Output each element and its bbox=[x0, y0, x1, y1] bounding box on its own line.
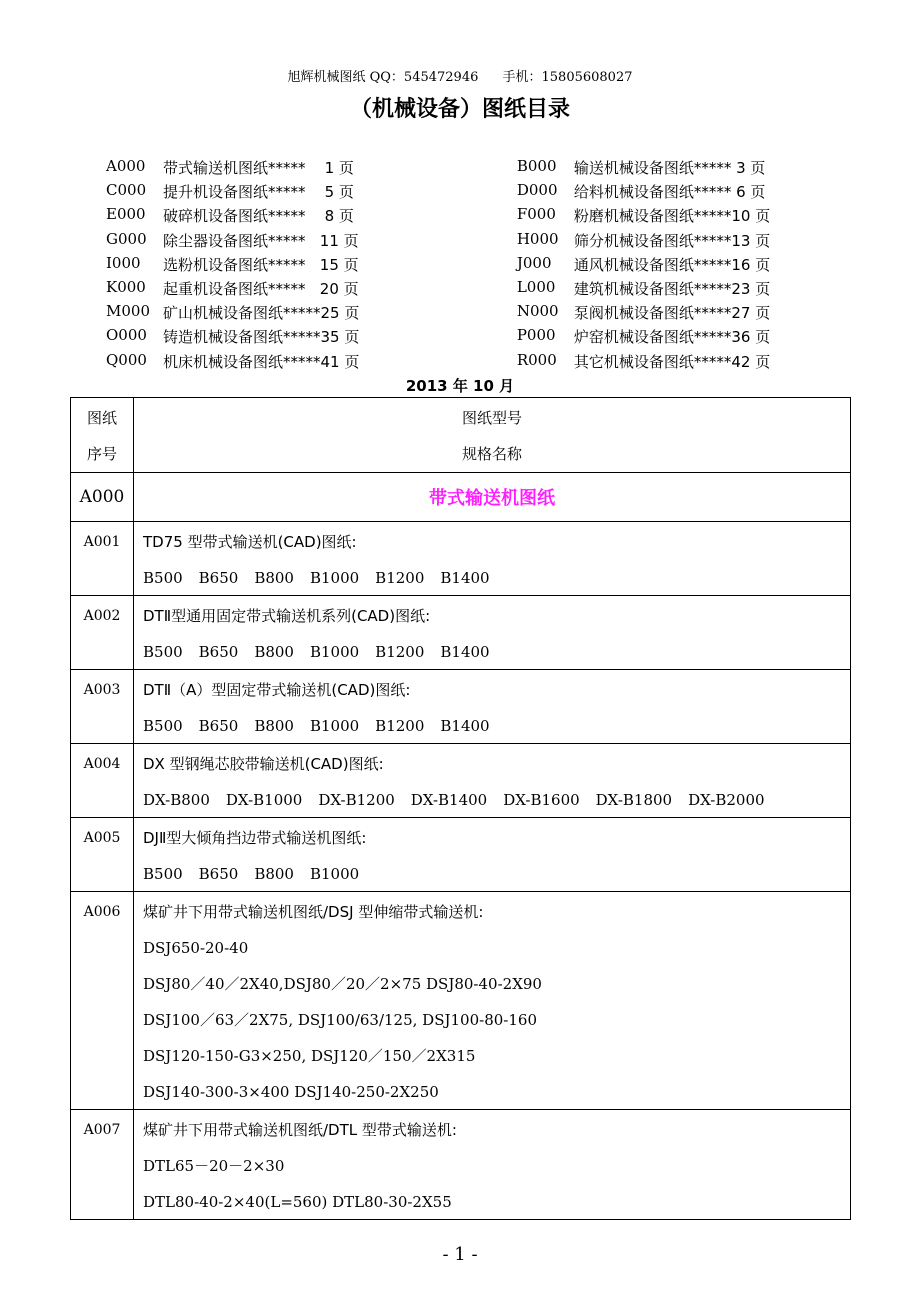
toc-entry bbox=[106, 254, 517, 278]
catalog-item-row bbox=[71, 744, 851, 818]
toc-name: 输送机械设备图纸***** 3 页 bbox=[573, 159, 766, 177]
toc-row bbox=[106, 326, 816, 350]
toc-entry bbox=[106, 302, 517, 326]
toc-entry bbox=[106, 205, 517, 229]
model-spec: B500 bbox=[143, 643, 183, 661]
toc-name: 选粉机设备图纸***** 15 页 bbox=[163, 255, 359, 274]
item-title: 煤矿井下用带式输送机图纸/DTL 型带式输送机: bbox=[143, 1121, 457, 1139]
item-body bbox=[134, 670, 851, 744]
page-number: - 1 - bbox=[442, 1244, 478, 1265]
toc-code: C000 bbox=[106, 181, 147, 200]
model-spec: B800 bbox=[254, 865, 294, 883]
toc-entry bbox=[517, 326, 816, 350]
toc-entry bbox=[517, 351, 816, 375]
model-spec: B1200 bbox=[375, 717, 425, 735]
toc-row bbox=[106, 181, 816, 205]
item-title: DTⅡ（A）型固定带式输送机(CAD)图纸: bbox=[143, 681, 411, 699]
item-code: A006 bbox=[71, 892, 134, 1110]
col1-header-line2: 序号 bbox=[86, 445, 117, 463]
model-spec: B1000 bbox=[309, 569, 360, 587]
item-title: DTⅡ型通用固定带式输送机系列(CAD)图纸: bbox=[143, 607, 431, 625]
toc-row bbox=[106, 205, 816, 229]
spec-line bbox=[143, 641, 850, 663]
spec-line bbox=[143, 567, 850, 589]
toc-code: K000 bbox=[106, 277, 146, 296]
model-spec: DSJ120-150-G3×250, DSJ120／150／2X315 bbox=[143, 1047, 476, 1065]
spec-line bbox=[143, 1191, 850, 1213]
toc-row bbox=[106, 278, 816, 302]
item-body bbox=[134, 744, 851, 818]
item-code: A005 bbox=[71, 818, 134, 892]
item-code: A001 bbox=[71, 522, 134, 596]
model-spec: DX-B1800 bbox=[595, 791, 673, 809]
toc-entry bbox=[106, 157, 517, 181]
toc-code: R000 bbox=[516, 350, 557, 369]
toc-entry bbox=[517, 230, 816, 254]
toc-name: 建筑机械设备图纸*****23 页 bbox=[573, 279, 771, 298]
model-spec: B800 bbox=[254, 569, 294, 587]
toc-name: 其它机械设备图纸*****42 页 bbox=[573, 352, 771, 371]
header-phone: 手机：15805608027 bbox=[502, 70, 633, 85]
catalog-item-row bbox=[71, 670, 851, 744]
model-spec: B500 bbox=[143, 569, 183, 587]
toc-code: N000 bbox=[516, 302, 559, 321]
spec-line bbox=[143, 973, 850, 995]
model-spec: B500 bbox=[143, 717, 183, 735]
catalog-item-row bbox=[71, 1110, 851, 1220]
toc-code: O000 bbox=[106, 326, 147, 345]
toc-entry bbox=[517, 181, 816, 205]
model-spec: DX-B1000 bbox=[225, 791, 303, 809]
toc-code: G000 bbox=[106, 229, 147, 248]
toc-name: 破碎机设备图纸***** 8 页 bbox=[163, 207, 354, 226]
model-spec: B1400 bbox=[440, 569, 490, 587]
model-spec: B1200 bbox=[375, 643, 425, 661]
item-title: DX 型钢绳芯胶带输送机(CAD)图纸: bbox=[143, 755, 384, 773]
item-body bbox=[134, 596, 851, 670]
catalog-item-row bbox=[71, 892, 851, 1110]
model-spec: DTL65－20－2×30 bbox=[143, 1157, 285, 1175]
col1-header bbox=[71, 398, 134, 473]
toc-name: 铸造机械设备图纸*****35 页 bbox=[163, 328, 360, 347]
toc-name: 泵阀机械设备图纸*****27 页 bbox=[573, 304, 771, 323]
item-title: TD75 型带式输送机(CAD)图纸: bbox=[143, 533, 357, 551]
model-spec: DX-B2000 bbox=[688, 791, 765, 809]
toc-code: M000 bbox=[106, 302, 150, 321]
toc-name: 给料机械设备图纸***** 6 页 bbox=[573, 183, 766, 202]
col2-header-line1: 图纸型号 bbox=[461, 409, 522, 427]
section-row bbox=[71, 473, 851, 522]
catalog-item-row bbox=[71, 596, 851, 670]
toc-code: F000 bbox=[516, 205, 556, 224]
toc-code: D000 bbox=[516, 181, 558, 200]
document-title: （机械设备）图纸目录 bbox=[349, 97, 570, 122]
model-spec: B1400 bbox=[440, 643, 490, 661]
model-spec: DSJ80／40／2X40,DSJ80／20／2×75 DSJ80-40-2X90 bbox=[143, 975, 542, 993]
toc-entry bbox=[106, 351, 517, 375]
model-spec: B1200 bbox=[375, 569, 425, 587]
catalog-item-row bbox=[71, 522, 851, 596]
toc-entry bbox=[517, 302, 816, 326]
toc-entry bbox=[517, 205, 816, 229]
model-spec: DTL80-40-2×40(L=560) DTL80-30-2X55 bbox=[143, 1193, 452, 1211]
toc-entry bbox=[106, 278, 517, 302]
toc-name: 矿山机械设备图纸*****25 页 bbox=[163, 304, 360, 323]
toc-code: B000 bbox=[516, 157, 557, 175]
model-spec: B1000 bbox=[309, 865, 360, 883]
item-body bbox=[134, 1110, 851, 1220]
toc-row bbox=[106, 230, 816, 254]
model-spec: DSJ140-300-3×400 DSJ140-250-2X250 bbox=[143, 1083, 439, 1101]
spec-line bbox=[143, 1045, 850, 1067]
toc-entry bbox=[517, 157, 816, 181]
model-spec: DSJ650-20-40 bbox=[143, 939, 249, 957]
spec-line bbox=[143, 1081, 850, 1103]
toc-name: 提升机设备图纸***** 5 页 bbox=[163, 183, 354, 202]
item-title: DJⅡ型大倾角挡边带式输送机图纸: bbox=[143, 829, 367, 847]
toc-code: Q000 bbox=[106, 350, 147, 369]
col2-header bbox=[134, 398, 851, 473]
toc-name: 起重机设备图纸***** 20 页 bbox=[163, 279, 359, 298]
toc-code: J000 bbox=[516, 253, 552, 272]
toc-row bbox=[106, 351, 816, 375]
model-spec: DX-B1400 bbox=[410, 791, 488, 809]
model-spec: B650 bbox=[198, 569, 239, 587]
item-code: A007 bbox=[71, 1110, 134, 1220]
toc-row bbox=[106, 254, 816, 278]
drawing-catalog-table bbox=[70, 397, 851, 1220]
toc-code: P000 bbox=[516, 326, 556, 345]
model-spec: B500 bbox=[143, 865, 183, 883]
toc-entry bbox=[517, 254, 816, 278]
model-spec: B1000 bbox=[309, 717, 360, 735]
toc-code: I000 bbox=[106, 253, 141, 272]
section-code: A000 bbox=[71, 473, 134, 522]
table-header-row bbox=[71, 398, 851, 473]
model-spec: B650 bbox=[198, 865, 239, 883]
model-spec: DX-B1600 bbox=[503, 791, 580, 809]
item-code: A002 bbox=[71, 596, 134, 670]
col1-header-line1: 图纸 bbox=[86, 409, 117, 427]
item-body bbox=[134, 818, 851, 892]
model-spec: DX-B1200 bbox=[318, 791, 395, 809]
spec-line bbox=[143, 715, 850, 737]
section-title: 带式输送机图纸 bbox=[134, 473, 851, 522]
toc-code: E000 bbox=[106, 205, 146, 224]
document-date: 2013 年 10 月 bbox=[405, 377, 515, 395]
toc-name: 带式输送机图纸***** 1 页 bbox=[163, 159, 354, 177]
catalog-item-row bbox=[71, 818, 851, 892]
toc-name: 通风机械设备图纸*****16 页 bbox=[573, 255, 771, 274]
model-spec: B800 bbox=[254, 717, 294, 735]
toc-code: L000 bbox=[516, 277, 556, 296]
toc-row bbox=[106, 157, 816, 181]
col2-header-line2: 规格名称 bbox=[461, 445, 522, 463]
item-title: 煤矿井下用带式输送机图纸/DSJ 型伸缩带式输送机: bbox=[143, 903, 484, 921]
header-company: 旭辉机械图纸 QQ：545472946 bbox=[287, 70, 479, 85]
page-header bbox=[0, 66, 920, 85]
model-spec: B650 bbox=[198, 717, 239, 735]
toc-code: H000 bbox=[516, 229, 559, 248]
toc-name: 除尘器设备图纸***** 11 页 bbox=[163, 231, 359, 250]
item-body bbox=[134, 522, 851, 596]
toc-entry bbox=[106, 181, 517, 205]
spec-line bbox=[143, 1009, 850, 1031]
toc-name: 机床机械设备图纸*****41 页 bbox=[163, 352, 360, 371]
item-code: A003 bbox=[71, 670, 134, 744]
toc-entry bbox=[106, 230, 517, 254]
model-spec: B800 bbox=[254, 643, 294, 661]
item-code: A004 bbox=[71, 744, 134, 818]
toc-name: 炉窑机械设备图纸*****36 页 bbox=[573, 328, 771, 347]
spec-line bbox=[143, 937, 850, 959]
model-spec: B1400 bbox=[440, 717, 490, 735]
toc-name: 粉磨机械设备图纸*****10 页 bbox=[573, 207, 771, 226]
toc-row bbox=[106, 302, 816, 326]
item-body bbox=[134, 892, 851, 1110]
model-spec: B1000 bbox=[309, 643, 360, 661]
table-of-contents bbox=[106, 157, 816, 375]
toc-entry bbox=[517, 278, 816, 302]
toc-entry bbox=[106, 326, 517, 350]
model-spec: DSJ100／63／2X75, DSJ100/63/125, DSJ100-80-160 bbox=[143, 1011, 537, 1029]
spec-line bbox=[143, 863, 850, 885]
model-spec: DX-B800 bbox=[143, 791, 210, 809]
spec-line bbox=[143, 789, 850, 811]
toc-code: A000 bbox=[106, 157, 146, 175]
model-spec: B650 bbox=[198, 643, 239, 661]
spec-line bbox=[143, 1155, 850, 1177]
toc-name: 筛分机械设备图纸*****13 页 bbox=[573, 231, 771, 250]
